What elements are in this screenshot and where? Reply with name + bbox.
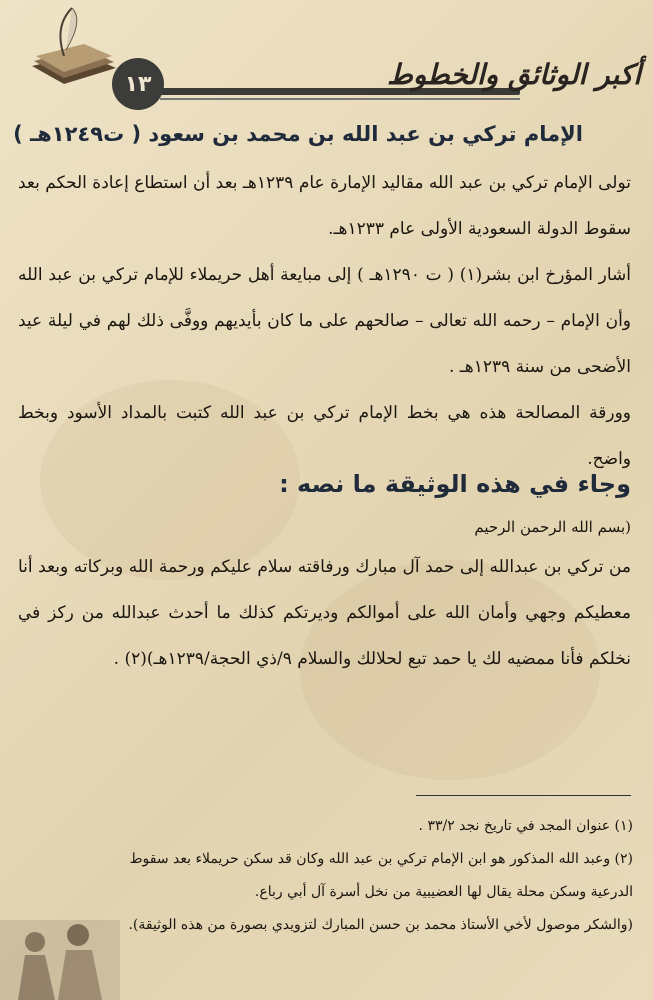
- paragraph: تولى الإمام تركي بن عبد الله مقاليد الإمارة عام ١٢٣٩هـ بعد أن استطاع إعادة الحكم بعد سقوط الدولة السعودية الأولى عام ١٢٣٣هـ.: [18, 173, 631, 239]
- paragraph: أشار المؤرخ ابن بشر(١) ( ت ١٢٩٠هـ ) إلى مبايعة أهل حريملاء للإمام تركي بن عبد الله وأن الإمام – رحمه الله تعالى – صالحهم على ما كان بأيديهم ووفَّى ذلك لهم في ليلة عيد الأضحى من سنة ١٢٣٩هـ .: [18, 265, 631, 377]
- footnotes: [90, 810, 633, 942]
- header-rule-thin: [160, 98, 520, 100]
- footnote: (والشكر موصول لأخي الأستاذ محمد بن حسن المبارك لتزويدي بصورة من هذه الوثيقة).: [128, 917, 633, 933]
- footnote-divider: [416, 795, 631, 796]
- basmala-line: (بسم الله الرحمن الرحيم: [474, 518, 631, 536]
- paragraph: وورقة المصالحة هذه هي بخط الإمام تركي بن عبد الله كتبت بالمداد الأسود وبخط واضح.: [18, 403, 631, 469]
- footnote: (٢) وعبد الله المذكور هو ابن الإمام تركي بن عبد الله وكان قد سكن حريملاء بعد سقوط الدرعية وسكن محلة يقال لها العضيبية من نخل أسرة آل أبي رباع.: [129, 851, 633, 900]
- book-title: أكبر الوثائق والخطوط: [387, 58, 641, 91]
- document-body: من تركي بن عبدالله إلى حمد آل مبارك ورفاقته سلام عليكم ورحمة الله وبركاته وبعد أنا معطيكم وجهي وأمان الله على أموالكم وديرتكم كذلك ما أحدث عبدالله من ركز في نخلكم فأنا ممضيه لك يا حمد تبع لحلالك والسلام ٩/ذي الحجة/١٢٣٩هـ)(٢) .: [18, 557, 631, 669]
- body-text: [18, 160, 631, 482]
- page-number: ١٣: [112, 58, 164, 110]
- document-quote-heading: وجاء في هذه الوثيقة ما نصه :: [279, 470, 631, 498]
- document-quote: [18, 510, 631, 682]
- historical-photo: [0, 880, 120, 1000]
- book-quill-icon: [24, 6, 124, 96]
- footnote: (١) عنوان المجد في تاريخ نجد ٣٣/٢ .: [418, 818, 633, 834]
- section-heading: الإمام تركي بن عبد الله بن محمد بن سعود ( ت١٢٤٩هـ ): [13, 122, 583, 146]
